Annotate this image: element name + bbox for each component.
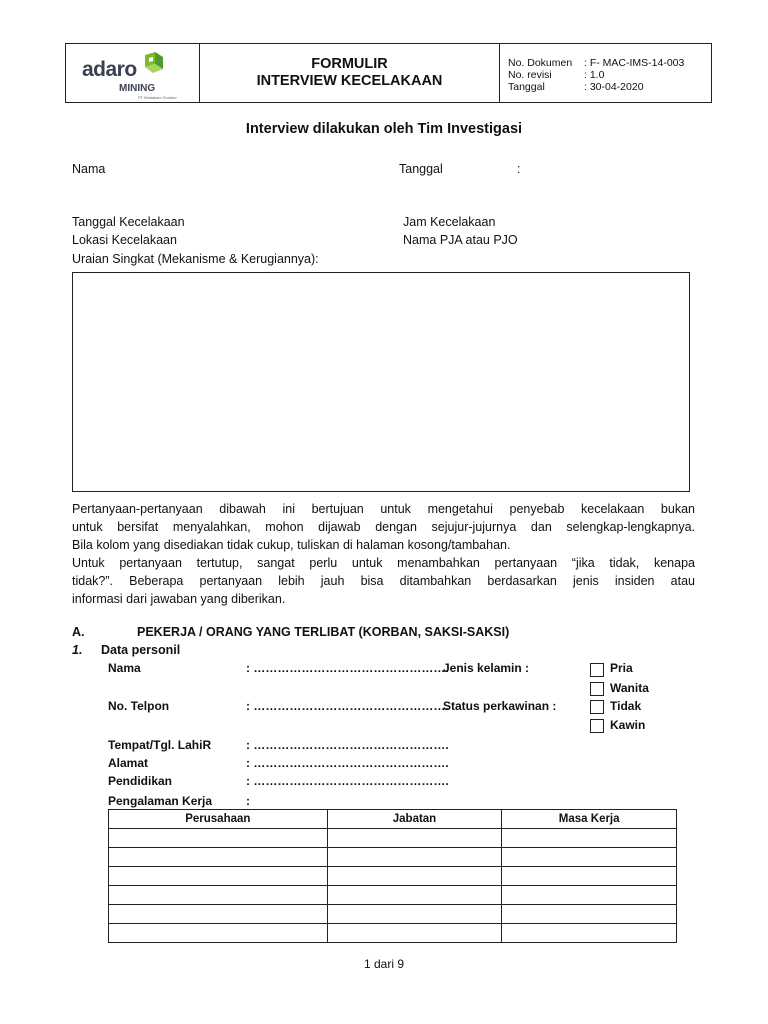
gender-pria-label: Pria bbox=[610, 661, 633, 675]
table-cell[interactable] bbox=[109, 848, 328, 867]
form-header bbox=[65, 43, 712, 103]
form-title-line2: INTERVIEW KECELAKAAN bbox=[256, 73, 443, 89]
uraian-label: Uraian Singkat (Mekanisme & Kerugiannya): bbox=[72, 252, 319, 266]
doc-number-label: No. Dokumen bbox=[508, 57, 573, 69]
personal-nama-label: Nama bbox=[108, 661, 141, 675]
page-number: 1 dari 9 bbox=[363, 957, 405, 971]
table-row bbox=[109, 829, 677, 848]
section-a-title: PEKERJA / ORANG YANG TERLIBAT (KORBAN, SAKSI-SAKSI) bbox=[137, 625, 510, 639]
marital-tidak-label: Tidak bbox=[610, 699, 642, 713]
table-cell[interactable] bbox=[502, 924, 677, 943]
pendidikan-label: Pendidikan bbox=[108, 774, 173, 788]
table-cell[interactable] bbox=[109, 886, 328, 905]
ttl-label: Tempat/Tgl. LahiR bbox=[108, 738, 212, 752]
gender-wanita-checkbox[interactable] bbox=[590, 682, 604, 696]
subsection-number: 1. bbox=[72, 643, 83, 657]
table-cell[interactable] bbox=[327, 829, 502, 848]
nama-label: Nama bbox=[72, 162, 106, 176]
gender-wanita-label: Wanita bbox=[610, 681, 649, 695]
form-title-line1: FORMULIR bbox=[311, 56, 388, 72]
uraian-textarea[interactable] bbox=[72, 272, 690, 492]
table-cell[interactable] bbox=[502, 905, 677, 924]
pendidikan-input[interactable]: : …………………………………………. bbox=[246, 774, 449, 788]
marital-label: Status perkawinan : bbox=[443, 699, 557, 713]
marital-kawin-label: Kawin bbox=[610, 718, 646, 732]
instruction-line: informasi dari jawaban yang diberikan. bbox=[72, 592, 286, 606]
table-cell[interactable] bbox=[502, 867, 677, 886]
lokasi-kecelakaan-label: Lokasi Kecelakaan bbox=[72, 233, 177, 247]
table-row bbox=[109, 924, 677, 943]
instruction-line: Untuk pertanyaan tertutup, sangat perlu untuk menambahkan pertanyaan “jika tidak, kenapa bbox=[72, 556, 695, 570]
col-masa-kerja: Masa Kerja bbox=[502, 810, 677, 829]
table-cell[interactable] bbox=[327, 886, 502, 905]
tanggal-label: Tanggal bbox=[399, 162, 443, 176]
page-subtitle: Interview dilakukan oleh Tim Investigasi bbox=[245, 121, 523, 137]
ttl-input[interactable]: : …………………………………………. bbox=[246, 738, 449, 752]
alamat-input[interactable]: : …………………………………………. bbox=[246, 756, 449, 770]
telpon-label: No. Telpon bbox=[108, 699, 170, 713]
table-cell[interactable] bbox=[109, 867, 328, 886]
logo-text: adaro bbox=[82, 58, 137, 81]
table-cell[interactable] bbox=[109, 924, 328, 943]
nama-pja-label: Nama PJA atau PJO bbox=[403, 233, 518, 247]
doc-number-value: : F- MAC-IMS-14-003 bbox=[584, 57, 685, 69]
table-cell[interactable] bbox=[502, 829, 677, 848]
personal-nama-input[interactable]: : …………………………………………. bbox=[246, 661, 449, 675]
pengalaman-label: Pengalaman Kerja bbox=[108, 794, 213, 808]
table-header-row bbox=[109, 810, 677, 829]
alamat-label: Alamat bbox=[108, 756, 149, 770]
experience-table bbox=[108, 809, 677, 943]
company-logo bbox=[82, 50, 192, 100]
logo-mark-icon bbox=[142, 52, 164, 78]
marital-kawin-checkbox[interactable] bbox=[590, 719, 604, 733]
table-cell[interactable] bbox=[502, 848, 677, 867]
subsection-title: Data personil bbox=[101, 643, 181, 657]
table-row bbox=[109, 886, 677, 905]
section-a-letter: A. bbox=[72, 625, 85, 639]
table-cell[interactable] bbox=[327, 848, 502, 867]
instruction-line: Pertanyaan-pertanyaan dibawah ini bertujuan untuk mengetahui penyebab kecelakaan bukan bbox=[72, 502, 695, 516]
table-row bbox=[109, 867, 677, 886]
table-row bbox=[109, 848, 677, 867]
col-perusahaan: Perusahaan bbox=[109, 810, 328, 829]
table-cell[interactable] bbox=[502, 886, 677, 905]
doc-date-value: : 30-04-2020 bbox=[584, 81, 644, 93]
table-cell[interactable] bbox=[327, 905, 502, 924]
table-cell[interactable] bbox=[327, 867, 502, 886]
telpon-input[interactable]: : …………………………………………. bbox=[246, 699, 449, 713]
jam-kecelakaan-label: Jam Kecelakaan bbox=[403, 215, 496, 229]
pengalaman-colon: : bbox=[246, 794, 250, 808]
revision-value: : 1.0 bbox=[584, 69, 605, 81]
logo-subtext: MINING bbox=[119, 83, 156, 94]
instruction-line: tidak?”. Beberapa pertanyaan lebih jauh bisa ditambahkan berdasarkan jenis insiden atau bbox=[72, 574, 695, 588]
table-row bbox=[109, 905, 677, 924]
gender-pria-checkbox[interactable] bbox=[590, 663, 604, 677]
marital-tidak-checkbox[interactable] bbox=[590, 700, 604, 714]
table-cell[interactable] bbox=[109, 829, 328, 848]
instruction-line: Bila kolom yang disediakan tidak cukup, tuliskan di halaman kosong/tambahan. bbox=[72, 538, 511, 552]
gender-label: Jenis kelamin : bbox=[443, 661, 530, 675]
form-title bbox=[200, 56, 499, 90]
doc-date-label: Tanggal bbox=[508, 81, 545, 93]
tanggal-colon: : bbox=[517, 162, 521, 176]
table-cell[interactable] bbox=[109, 905, 328, 924]
table-cell[interactable] bbox=[327, 924, 502, 943]
col-jabatan: Jabatan bbox=[327, 810, 502, 829]
instruction-line: untuk bersifat menyalahkan, mohon dijawab dengan sejujur-jujurnya dan selengkap-lengkapnya. bbox=[72, 520, 695, 534]
logo-tagline: PT Mahakam Sumber bbox=[138, 95, 177, 100]
revision-label: No. revisi bbox=[508, 69, 552, 81]
document-info bbox=[508, 57, 684, 93]
tanggal-kecelakaan-label: Tanggal Kecelakaan bbox=[72, 215, 185, 229]
